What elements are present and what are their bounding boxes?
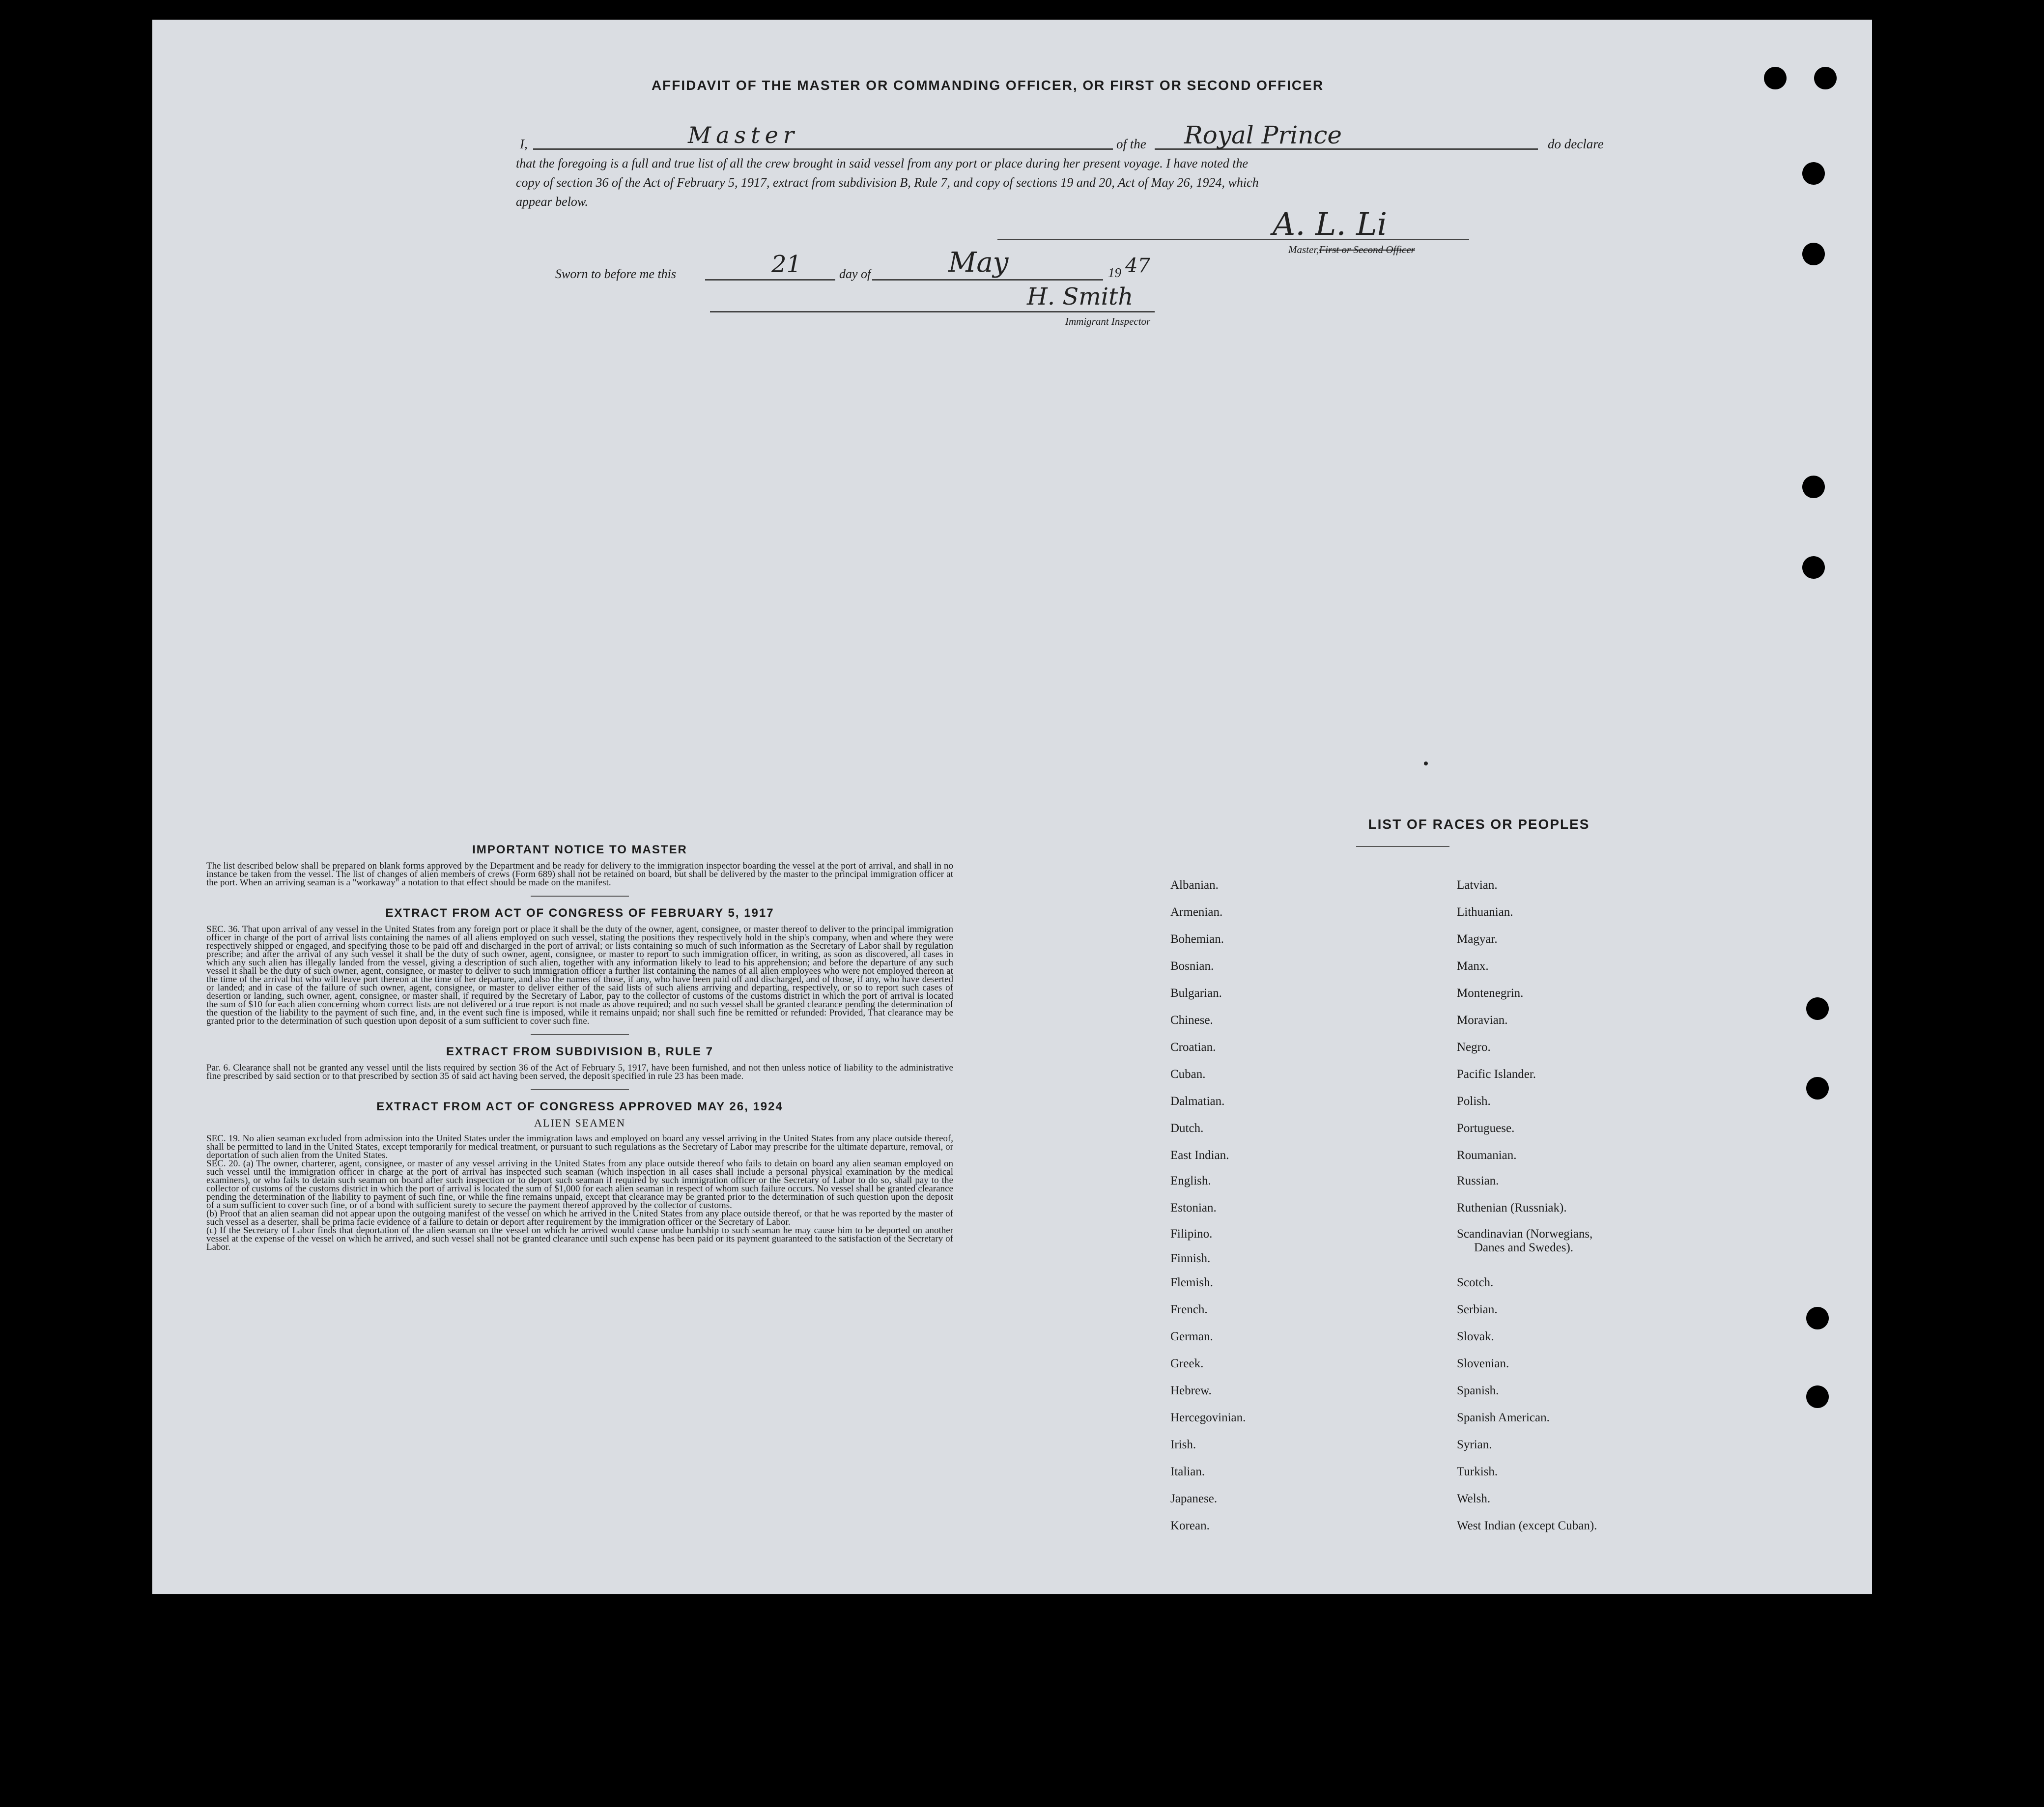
vessel-prefix: of the [1116,137,1146,151]
affidavit-line-4: appear below. [516,195,588,209]
extract-1917-title: EXTRACT FROM ACT OF CONGRESS OF FEBRUARY 5, 1917 [385,906,774,920]
race-item: Turkish. [1457,1465,1498,1478]
race-item: English. [1170,1174,1211,1187]
declare-suffix: do declare [1548,137,1604,151]
affidavit-line-3: copy of section 36 of the Act of February 5, 1917, extract from subdivision B, Rule 7, and copy of sections 19 and 20, Act of May 26, 1924, which [516,175,1259,190]
race-item: Irish. [1170,1438,1196,1451]
faint-dot [1424,762,1428,765]
sworn-prefix: Sworn to before me this [555,267,677,281]
race-item: Magyar. [1457,932,1498,946]
affidavit-title: AFFIDAVIT OF THE MASTER OR COMMANDING OFFICER, OR FIRST OR SECOND OFFICER [651,78,1324,93]
race-item: French. [1170,1303,1208,1316]
binder-hole [1802,476,1825,498]
notice-title: IMPORTANT NOTICE TO MASTER [472,843,687,856]
sworn-day-line [705,279,835,281]
signature-caption-struck: First or Second Officer [1319,244,1415,255]
inspector-caption: Immigrant Inspector [1065,315,1151,327]
extract-1924-sec20b: (b) Proof that an alien seaman did not appear upon the outgoing manifest of the vessel on which he arrived in the United States from any place outside thereof, or that he was reported by the master of such vessel as a deserter, shall be prima facie evidence of a failure to detain or deport after requirement by the immigration officer or the Secretary of Labor. [206,1209,953,1227]
race-item: Chinese. [1170,1014,1213,1027]
sworn-month-line [872,279,1103,281]
race-item: Greek. [1170,1357,1204,1370]
master-signature-line [997,239,1469,240]
race-item: Albanian. [1170,878,1219,892]
document-sheet [152,20,1872,1594]
binder-hole [1802,162,1825,185]
race-item: Negro. [1457,1041,1491,1054]
race-item: Spanish. [1457,1384,1499,1397]
race-item: Bosnian. [1170,960,1214,973]
race-item: Dutch. [1170,1122,1204,1135]
binder-hole [1806,1385,1829,1408]
declarant-prefix: I, [520,137,528,151]
race-item: Slovenian. [1457,1357,1509,1370]
race-item: German. [1170,1330,1213,1343]
signature-caption [1288,244,1415,256]
race-item: Montenegrin. [1457,987,1524,1000]
races-title: LIST OF RACES OR PEOPLES [1368,817,1590,832]
race-item: East Indian. [1170,1149,1229,1162]
race-item: Cuban. [1170,1068,1206,1081]
sworn-day: 21 [771,251,802,278]
sworn-month: May [948,247,1009,279]
race-item: Bohemian. [1170,932,1224,946]
race-item: Moravian. [1457,1014,1508,1027]
race-item: Portuguese. [1457,1122,1515,1135]
race-item: Latvian. [1457,878,1498,892]
race-item: Flemish. [1170,1276,1213,1289]
race-item: Pacific Islander. [1457,1068,1536,1081]
affidavit-line-2: that the foregoing is a full and true list of all the crew brought in said vessel from any port or place during her present voyage. I have noted the [516,156,1248,170]
race-item: Hebrew. [1170,1384,1212,1397]
race-item: Bulgarian. [1170,987,1222,1000]
race-item: Roumanian. [1457,1149,1517,1162]
race-item: Armenian. [1170,905,1223,919]
binder-hole [1802,556,1825,579]
race-item: Polish. [1457,1095,1491,1108]
binder-hole [1806,997,1829,1020]
race-item: Scotch. [1457,1276,1494,1289]
races-title-rule [1356,846,1449,847]
divider-2 [531,1034,629,1035]
race-item: Croatian. [1170,1041,1216,1054]
extract-1924-subtitle: ALIEN SEAMEN [534,1117,625,1129]
sworn-year-suffix: 47 [1125,254,1150,277]
binder-hole [1806,1307,1829,1329]
binder-hole [1814,67,1837,89]
extract-1924-title: EXTRACT FROM ACT OF CONGRESS APPROVED MAY 26, 1924 [376,1100,783,1113]
race-item: Serbian. [1457,1303,1498,1316]
declarant-value: Master [688,122,799,148]
race-item: Russian. [1457,1174,1499,1187]
race-item: Dalmatian. [1170,1095,1225,1108]
race-item: Ruthenian (Russniak). [1457,1201,1567,1214]
sworn-year-prefix: 19 [1108,265,1121,280]
divider-3 [531,1089,629,1090]
extract-1924-sec19: SEC. 19. No alien seaman excluded from admission into the United States under the immigration laws and employed on board any vessel arriving in the United States from any place outside thereof, shall be permitted to land in the United States, except temporarily for medical treatment, or pursuant to such regulations as the Secretary of Labor may prescribe for the ultimate departure, removal, or deportation of such alien from the United States. [206,1133,953,1160]
race-item: Korean. [1170,1519,1210,1532]
race-item: Italian. [1170,1465,1205,1478]
notice-text: The list described below shall be prepared on blank forms approved by the Department and be ready for delivery to the immigration inspector boarding the vessel at the port of arrival, and shall in no instance be taken from the vessel. The list of changes of alien members of crews (Form 689) shall not be retained on board, but shall be delivered by the master to the principal immigration officer at the port. When an arriving seaman is a "workaway" a notation to that effect should be made on the manifest. [206,861,953,888]
inspector-signature: H. Smith [1027,283,1134,311]
race-item: Scandinavian (Norwegians, [1457,1227,1593,1241]
inspector-signature-line [710,311,1155,312]
extract-rule7-text: Par. 6. Clearance shall not be granted any vessel until the lists required by section 36 of the Act of February 5, 1917, have been furnished, and not then unless notice of liability to the administrative fine prescribed by said section or to that prescribed by section 35 of said act having been served, the deposit specified in rule 23 has been made. [206,1063,953,1081]
race-item: Danes and Swedes). [1474,1241,1574,1254]
race-item: Welsh. [1457,1492,1491,1505]
race-item: Estonian. [1170,1201,1217,1214]
race-item: Japanese. [1170,1492,1218,1505]
race-item: Manx. [1457,960,1489,973]
vessel-value: Royal Prince [1184,121,1342,149]
signature-caption-master: Master, [1288,244,1319,255]
race-item: Spanish American. [1457,1411,1550,1424]
binder-hole [1806,1077,1829,1100]
race-item: West Indian (except Cuban). [1457,1519,1597,1532]
extract-rule7-title: EXTRACT FROM SUBDIVISION B, RULE 7 [446,1045,714,1058]
race-item: Lithuanian. [1457,905,1513,919]
extract-1924-sec20a: SEC. 20. (a) The owner, charterer, agent, consignee, or master of any vessel arriving in the United States from any place outside thereof who fails to detain on board any alien seaman employed on such vessel until the immigration officer in charge at the port of arrival has inspected such seaman (which inspection in all cases shall include a personal physical examination by the medical examiners), or who fails to detain such seaman on board after such inspection or to deport such seaman if required by such immigration officer or the Secretary of Labor to do so, shall pay to the collector of customs of the customs district in which the port of arrival is located the sum of $1,000 for each alien seaman in respect of whom such failure occurs. No vessel shall be granted clearance pending the determination of the liability to payment of such fine, or while the fine remains unpaid, except that clearance may be granted prior to the determination of such question upon the deposit of a sum sufficient to cover such fine, or of a bond with sufficient surety to secure the payment thereof approved by the collector of customs. [206,1158,953,1211]
race-item: Syrian. [1457,1438,1492,1451]
legal-column [206,843,953,1251]
master-signature: A. L. Li [1273,206,1388,243]
binder-hole [1764,67,1787,89]
divider-1 [531,896,629,897]
race-item: Slovak. [1457,1330,1494,1343]
extract-1917-text: SEC. 36. That upon arrival of any vessel in the United States from any foreign port or place it shall be the duty of the owner, agent, consignee, or master thereof to deliver to the principal immigration officer in charge of the port of arrival lists containing the names of all aliens employed on such vessel, stating the positions they respectively hold in the ship's company, when and where they were respectively shipped or engaged, and specifying those to be paid off and discharged in the port of arrival; or lists containing so much of such information as the Secretary of Labor shall by regulation prescribe; and after the arrival of any such vessel it shall be the duty of such owner, agent, consignee, or master to report to such immigration officer, in writing, as soon as discovered, all cases in which any such alien has illegally landed from the vessel, giving a description of such alien, together with any information likely to lead to his apprehension; and before the departure of any such vessel it shall be the duty of such owner, agent, consignee, or master to deliver to such immigration officer a further list containing the names of all alien employees who were not employed thereon at the time of the arrival but who will leave port thereon at the time of her departure, and also the names of those, if any, who have been paid off and discharged, and of those, if any, who have deserted or landed; and in case of the failure of such owner, agent, consignee, or master to deliver either of the said lists of such aliens arriving and departing, respectively, or so to report such cases of desertion or landing, such owner, agent, consignee, or master shall, if required by the Secretary of Labor, pay to the collector of customs of the customs district in which the port of arrival is located the sum of $10 for each alien concerning whom correct lists are not delivered or a true report is not made as above required; and no such vessel shall be granted clearance pending the determination of the question of the liability to the payment of such fine, and, in the event such fine is imposed, while it remains unpaid; nor shall such fine be remitted or refunded: Provided, That clearance may be granted prior to the determination of such question upon deposit of a sum sufficient to cover such fine. [206,924,953,1026]
extract-1924-sec20c: (c) If the Secretary of Labor finds that deportation of the alien seaman on the vessel on which he arrived would cause undue hardship to such seaman he may cause him to be deported on another vessel at the expense of the vessel on which he arrived, and such vessel shall not be granted clearance until such expense has been paid or its payment guaranteed to the satisfaction of the Secretary of Labor. [206,1225,953,1252]
sworn-day-of: day of [839,267,871,281]
declarant-line [533,148,1113,150]
race-item: Filipino. [1170,1227,1213,1241]
binder-hole [1802,243,1825,265]
race-item: Hercegovinian. [1170,1411,1246,1424]
race-item: Finnish. [1170,1252,1211,1265]
